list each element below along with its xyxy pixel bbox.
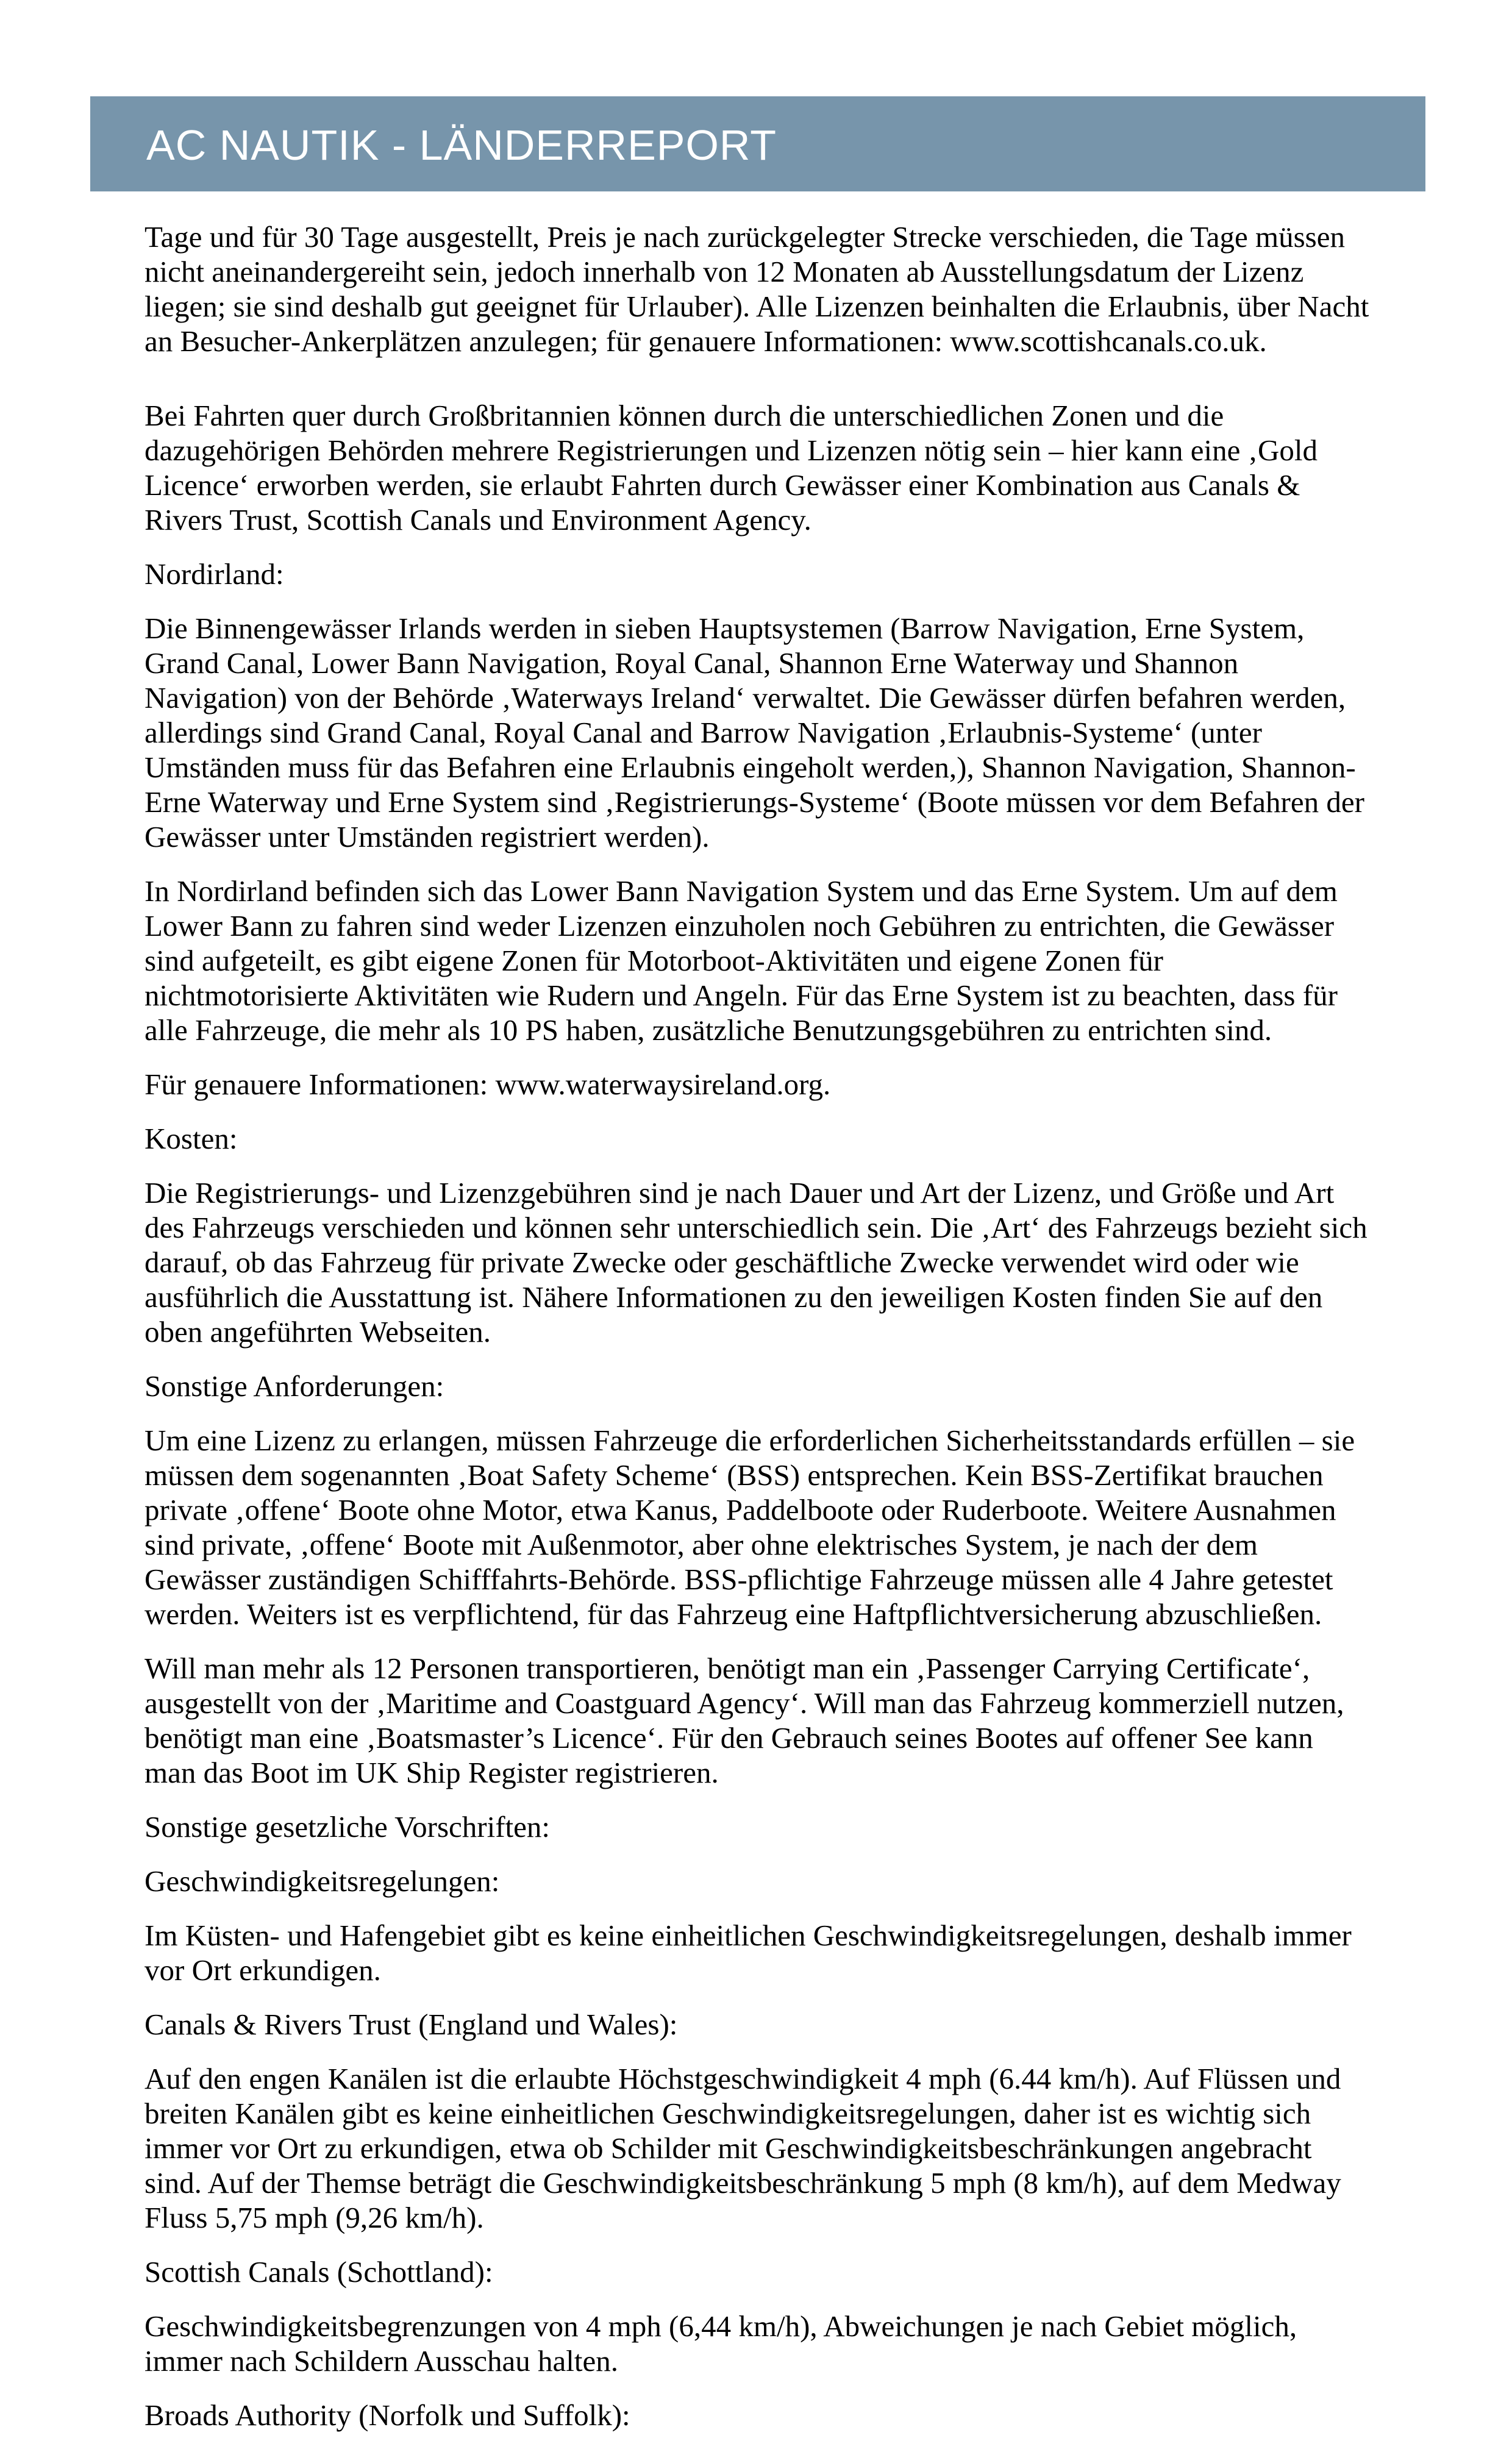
paragraph: Die Binnengewässer Irlands werden in sieben Hauptsystemen (Barrow Navigation, Erne System, Grand Canal, Lower Bann Navigation, Royal Canal, Shannon Erne Waterway und Shannon Navigation) von der Behörde ‚Waterways Ireland‘ verwaltet. Die Gewässer dürfen befahren werden, allerdings sind Grand Canal, Royal Canal and Barrow Navigation ‚Erlaubnis-Systeme‘ (unter Umständen muss für das Befahren eine Erlaubnis eingeholt werden,), Shannon Navigation, Shannon-Erne Waterway und Erne System sind ‚Registrierungs-Systeme‘ (Boote müssen vor dem Befahren der Gewässer unter Umständen registriert werden). (144, 611, 1364, 854)
paragraph: Bei Fahrten quer durch Großbritannien können durch die unterschiedlichen Zonen und die dazugehörigen Behörden mehrere Registrierungen und Lizenzen nötig sein – hier kann eine ‚Gold Licence‘ erworben werden, sie erlaubt Fahrten durch Gewässer einer Kombination aus Canals & Rivers Trust, Scottish Canals und Environment Agency. (144, 399, 1318, 536)
title-banner (90, 96, 1425, 191)
paragraph: Geschwindigkeitsbegrenzungen von 4 mph (6,44 km/h), Abweichungen je nach Gebiet möglich, immer nach Schildern Ausschau halten. (144, 2309, 1297, 2378)
section-heading: Broads Authority (Norfolk und Suffolk): (144, 2398, 630, 2432)
paragraph: Um eine Lizenz zu erlangen, müssen Fahrzeuge die erforderlichen Sicherheitsstandards erfüllen – sie müssen dem sogenannten ‚Boat Safety Scheme‘ (BSS) entsprechen. Kein BSS-Zertifikat brauchen private ‚offene‘ Boote ohne Motor, etwa Kanus, Paddelboote oder Ruderboote. Weitere Ausnahmen sind private, ‚offene‘ Boote mit Außenmotor, aber ohne elektrisches System, je nach der dem Gewässer zuständigen Schifffahrts-Behörde. BSS-pflichtige Fahrzeuge müssen alle 4 Jahre getestet werden. Weiters ist es verpflichtend, für das Fahrzeug eine Haftpflichtversicherung abzuschließen. (144, 1424, 1355, 1631)
paragraph: Auf den engen Kanälen ist die erlaubte Höchstgeschwindigkeit 4 mph (6.44 km/h). Auf Flüssen und breiten Kanälen gibt es keine einheitlichen Geschwindigkeitsregelungen, daher ist es wichtig sich immer vor Ort zu erkundigen, etwa ob Schilder mit Geschwindigkeitsbeschränkungen angebracht sind. Auf der Themse beträgt die Geschwindigkeitsbeschränkung 5 mph (8 km/h), auf dem Medway Fluss 5,75 mph (9,26 km/h). (144, 2062, 1341, 2234)
paragraph: In Nordirland befinden sich das Lower Bann Navigation System und das Erne System. Um auf dem Lower Bann zu fahren sind weder Lizenzen einzuholen noch Gebühren zu entrichten, die Gewässer sind aufgeteilt, es gibt eigene Zonen für Motorboot-Aktivitäten und eigene Zonen für nichtmotorisierte Aktivitäten wie Rudern und Angeln. Für das Erne System ist zu beachten, dass für alle Fahrzeuge, die mehr als 10 PS haben, zusätzliche Benutzungsgebühren zu entrichten sind. (144, 874, 1338, 1047)
section-heading: Canals & Rivers Trust (England und Wales): (144, 2008, 678, 2041)
page-title: AC NAUTIK - LÄNDERREPORT (146, 121, 777, 169)
section-heading: Sonstige Anforderungen: (144, 1369, 444, 1403)
section-heading: Geschwindigkeitsregelungen: (144, 1864, 500, 1898)
paragraph: Tage und für 30 Tage ausgestellt, Preis je nach zurückgelegter Strecke verschieden, die Tage müssen nicht aneinandergereiht sein, jedoch innerhalb von 12 Monaten ab Ausstellungsdatum der Lizenz liegen; sie sind deshalb gut geeignet für Urlauber). Alle Lizenzen beinhalten die Erlaubnis, über Nacht an Besucher-Ankerplätzen anzulegen; für genauere Informationen: www.scottishcanals.co.uk. (144, 220, 1369, 358)
section-heading: Scottish Canals (Schottland): (144, 2255, 493, 2289)
section-heading: Sonstige gesetzliche Vorschriften: (144, 1810, 550, 1844)
section-heading: Nordirland: (144, 557, 284, 591)
paragraph: Für genauere Informationen: www.waterwaysireland.org. (144, 1067, 831, 1101)
paragraph: Im Küsten- und Hafengebiet gibt es keine einheitlichen Geschwindigkeitsregelungen, deshalb immer vor Ort erkundigen. (144, 1919, 1352, 1987)
paragraph: Die Registrierungs- und Lizenzgebühren sind je nach Dauer und Art der Lizenz, und Größe und Art des Fahrzeugs verschieden und können sehr unterschiedlich sein. Die ‚Art‘ des Fahrzeugs bezieht sich darauf, ob das Fahrzeug für private Zwecke oder geschäftliche Zwecke verwendet wird oder wie ausführlich die Ausstattung ist. Nähere Informationen zu den jeweiligen Kosten finden Sie auf den oben angeführten Webseiten. (144, 1176, 1368, 1349)
document-body (144, 219, 1371, 2452)
paragraph: Will man mehr als 12 Personen transportieren, benötigt man ein ‚Passenger Carrying Certificate‘, ausgestellt von der ‚Maritime and Coastguard Agency‘. Will man das Fahrzeug kommerziell nutzen, benötigt man eine ‚Boatsmaster’s Licence‘. Für den Gebrauch seines Bootes auf offener See kann man das Boot im UK Ship Register registrieren. (144, 1652, 1344, 1789)
section-heading: Kosten: (144, 1122, 238, 1155)
